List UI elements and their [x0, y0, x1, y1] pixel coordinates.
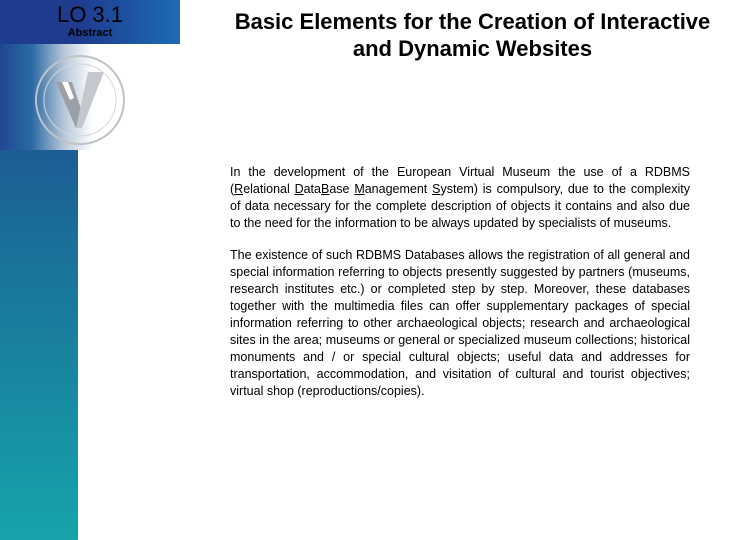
p1-word-anagement: anagement	[364, 182, 433, 196]
p1-part-2: ) is compulsory, due to the complexity of data necessary for the complete description of objects it contains and also due to the need for the information to be always updated by specialists of museums.	[230, 182, 690, 230]
title-line-1: Basic Elements for the Creation of Interactive	[234, 9, 711, 34]
paragraph-1	[230, 164, 690, 232]
p1-letter-m: M	[354, 182, 365, 196]
paragraph-2: The existence of such RDBMS Databases allows the registration of all general and special information referring to objects presently suggested by partners (museums, research institutes etc.) or completed step by step. Moreover, these databases together with the multimedia files can offer supplementary packages of special information referring to other archaeological objects; research and archaeological sites in the area; museums or general or specialized museum collections; historical monuments and / or special cultural objects; useful data and addresses for transportation, accommodation, and visitation of cultural and tourist objectives; virtual shop (reproductions/copies).	[230, 248, 690, 398]
p1-word-elational: elational	[243, 182, 295, 196]
p1-word-ata: ata	[303, 182, 321, 196]
title-line-2: and Dynamic Websites	[352, 36, 593, 61]
lo-subtitle: Abstract	[67, 27, 113, 39]
p1-letter-r: R	[234, 182, 244, 196]
p1-letter-b: B	[321, 182, 330, 196]
p1-part-1: In the development of the European Virtual Museum the use of a RDBMS (	[230, 165, 690, 196]
p1-word-ase: ase	[329, 182, 355, 196]
lo-header-box	[0, 0, 180, 44]
museum-v-logo-icon	[26, 52, 134, 148]
p1-letter-s: S	[432, 182, 441, 196]
page-title	[200, 8, 745, 62]
p1-letter-d: D	[294, 182, 304, 196]
lo-code: LO 3.1	[56, 2, 124, 27]
p1-word-ystem: ystem	[440, 182, 474, 196]
abstract-body	[230, 164, 690, 415]
